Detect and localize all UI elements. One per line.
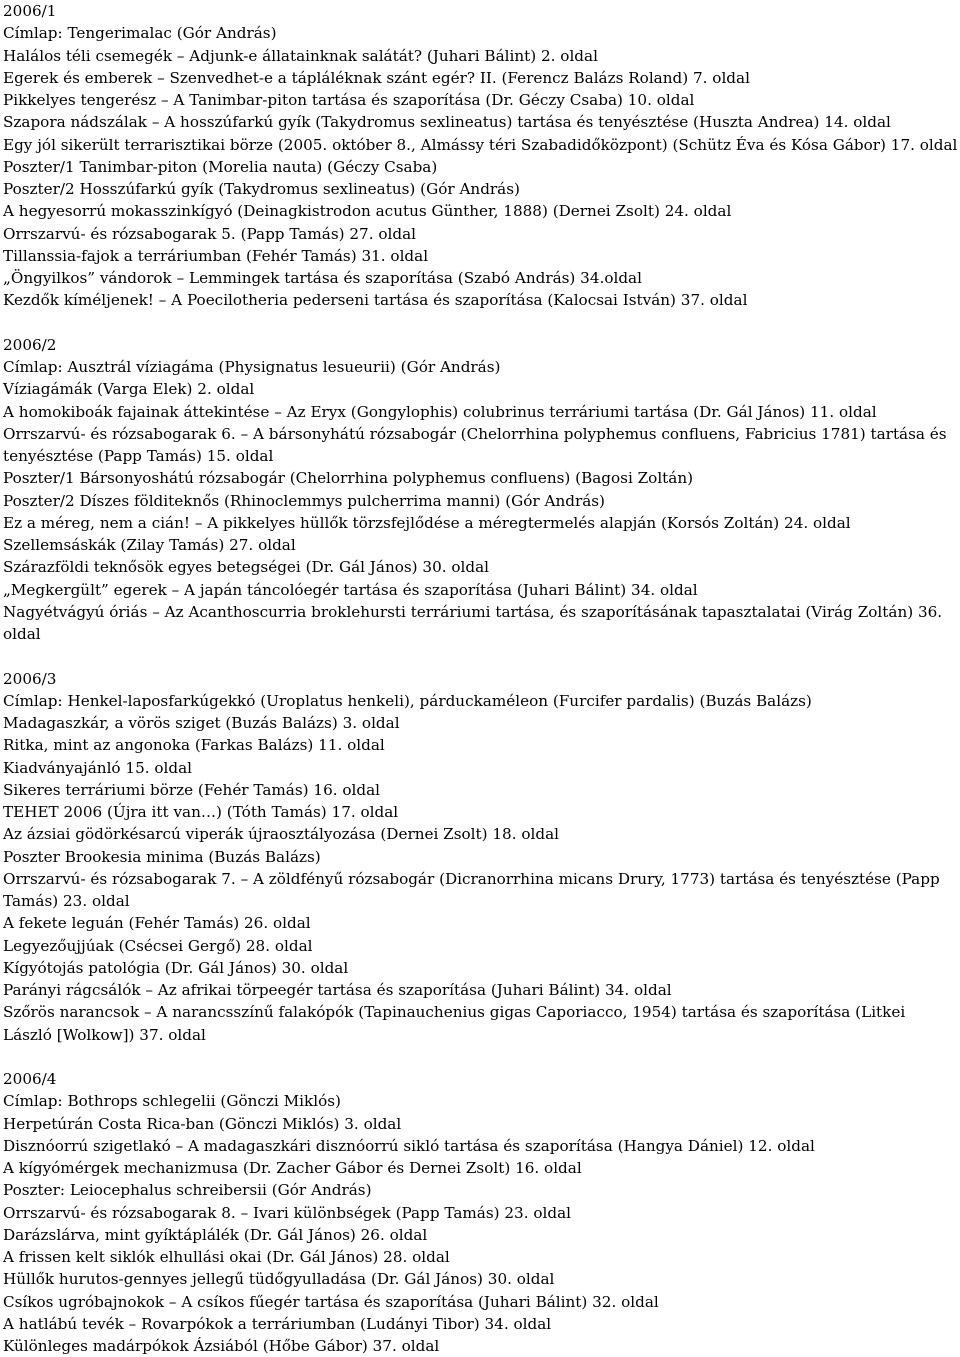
article-entry: Disznóorrú szigetlakó – A madagaszkári disznóorrú sikló tartása és szaporítása (Hangya Dániel) 12. oldal [3,1136,815,1155]
article-entry: Címlap: Tengerimalac (Gór András) [3,24,277,43]
article-entry: Pikkelyes tengerész – A Tanimbar-piton tartása és szaporítása (Dr. Géczy Csaba) 10. oldal [3,91,695,109]
article-entry: A hatlábú tevék – Rovarpókok a terráriumban (Ludányi Tibor) 34. oldal [3,1314,552,1333]
issue-heading: 2006/3 [3,669,57,688]
article-entry: Poszter Brookesia minima (Buzás Balázs) [3,847,321,866]
article-entry: Sikeres terráriumi börze (Fehér Tamás) 16. oldal [3,780,381,799]
article-entry: Csíkos ugróbajnokok – A csíkos fűegér tartása és szaporítása (Juhari Bálint) 32. oldal [3,1292,659,1311]
article-entry: Poszter/1 Tanimbar-piton (Morelia nauta) (Géczy Csaba) [3,157,438,176]
article-entry: Szárazföldi teknősök egyes betegségei (Dr. Gál János) 30. oldal [3,558,490,577]
article-entry: Egy jól sikerült terrarisztikai börze (2005. október 8., Almássy téri Szabadidőközpont) (Schütz Éva és Kósa Gábor) 17. oldal [3,135,958,154]
article-entry: Szellemsáskák (Zilay Tamás) 27. oldal [3,536,296,554]
article-entry: Kezdők kíméljenek! – A Poecilotheria pederseni tartása és szaporítása (Kalocsai István) 37. oldal [3,291,748,310]
article-entry: A fekete leguán (Fehér Tamás) 26. oldal [3,914,311,933]
issue-heading: 2006/2 [3,335,57,354]
article-entry: TEHET 2006 (Újra itt van…) (Tóth Tamás) 17. oldal [3,803,399,821]
article-entry: „Megkergült” egerek – A japán táncolóegér tartása és szaporítása (Juhari Bálint) 34. oldal [3,580,698,599]
article-entry: Címlap: Bothrops schlegelii (Gönczi Miklós) [3,1092,341,1111]
article-entry: Poszter/1 Bársonyoshátú rózsabogár (Chelorrhina polyphemus confluens) (Bagosi Zoltán) [3,469,694,488]
document-body [3,0,958,1357]
article-entry: Orrszarvú- és rózsabogarak 8. – Ivari különbségek (Papp Tamás) 23. oldal [3,1203,571,1222]
article-entry: Nagyétvágyú óriás – Az Acanthoscurria broklehursti terráriumi tartása, és szaporításának tapasztalatai (Virág Zoltán) 36. oldal [3,602,943,643]
article-entry: Orrszarvú- és rózsabogarak 7. – A zöldfényű rózsabogár (Dicranorrhina micans Drury, 1773) tartása és tenyésztése (Papp Tamás) 23. oldal [3,869,940,910]
article-entry: Tillanssia-fajok a terráriumban (Fehér Tamás) 31. oldal [3,246,429,265]
article-entry: Hüllők hurutos-gennyes jellegű tüdőgyulladása (Dr. Gál János) 30. oldal [3,1270,555,1289]
article-entry: Címlap: Henkel-laposfarkúgekkó (Uroplatus henkeli), párduckaméleon (Furcifer pardalis) (Buzás Balázs) [3,691,812,710]
article-entry: A frissen kelt siklók elhullási okai (Dr. Gál János) 28. oldal [3,1248,450,1266]
article-entry: A homokiboák fajainak áttekintése – Az Eryx (Gongylophis) colubrinus terráriumi tartása (Dr. Gál János) 11. oldal [3,402,877,421]
article-entry: A kígyómérgek mechanizmusa (Dr. Zacher Gábor és Dernei Zsolt) 16. oldal [3,1159,582,1177]
article-entry: Legyezőujjúak (Csécsei Gergő) 28. oldal [3,936,313,955]
article-entry: Szapora nádszálak – A hosszúfarkú gyík (Takydromus sexlineatus) tartása és tenyésztése (Huszta Andrea) 14. oldal [3,113,891,132]
article-entry: Szőrös narancsok – A narancsszínű falakópók (Tapinauchenius gigas Caporiacco, 1954) tartása és szaporítása (Litkei László [Wolkow]) 37. oldal [3,1003,906,1044]
article-entry: Az ázsiai gödörkésarcú viperák újraosztályozása (Dernei Zsolt) 18. oldal [3,825,559,844]
issue-section [3,334,958,646]
article-entry: Madagaszkár, a vörös sziget (Buzás Balázs) 3. oldal [3,714,400,732]
article-entry: Víziagámák (Varga Elek) 2. oldal [3,380,255,399]
article-entry: Herpetúrán Costa Rica-ban (Gönczi Miklós) 3. oldal [3,1114,402,1133]
issue-heading: 2006/1 [3,2,57,20]
article-entry: Poszter: Leiocephalus schreibersii (Gór András) [3,1181,372,1200]
article-entry: Kígyótojás patológia (Dr. Gál János) 30. oldal [3,958,349,977]
article-entry: Parányi rágcsálók – Az afrikai törpeegér tartása és szaporítása (Juhari Bálint) 34. oldal [3,981,672,999]
issue-section [3,0,958,312]
article-entry: Poszter/2 Hosszúfarkú gyík (Takydromus sexlineatus) (Gór András) [3,180,520,198]
issue-heading: 2006/4 [3,1070,57,1088]
article-entry: Halálos téli csemegék – Adjunk-e állatainknak salátát? (Juhari Bálint) 2. oldal [3,46,598,65]
article-entry: „Öngyilkos” vándorok – Lemmingek tartása és szaporítása (Szabó András) 34.oldal [3,269,642,287]
article-entry: Címlap: Ausztrál víziagáma (Physignatus lesueurii) (Gór András) [3,358,501,376]
article-entry: A hegyesorrú mokasszinkígyó (Deinagkistrodon acutus Günther, 1888) (Dernei Zsolt) 24. oldal [3,202,732,221]
article-entry: Ez a méreg, nem a cián! – A pikkelyes hüllők törzsfejlődése a méregtermelés alapján (Korsós Zoltán) 24. oldal [3,513,851,532]
article-entry: Kiadványajánló 15. oldal [3,758,193,777]
article-entry: Darázslárva, mint gyíktáplálék (Dr. Gál János) 26. oldal [3,1225,428,1244]
article-entry: Egerek és emberek – Szenvedhet-e a tápláléknak szánt egér? II. (Ferencz Balázs Roland) 7. oldal [3,68,750,87]
article-entry: Poszter/2 Díszes földiteknős (Rhinoclemmys pulcherrima manni) (Gór András) [3,491,605,510]
issue-section [3,668,958,1046]
article-entry: Orrszarvú- és rózsabogarak 5. (Papp Tamás) 27. oldal [3,224,416,243]
article-entry: Különleges madárpókok Ázsiából (Hőbe Gábor) 37. oldal [3,1337,440,1355]
article-entry: Orrszarvú- és rózsabogarak 6. – A bársonyhátú rózsabogár (Chelorrhina polyphemus confluens, Fabricius 1781) tartása és tenyésztése (Papp Tamás) 15. oldal [3,424,947,465]
issue-section [3,1068,958,1357]
article-entry: Ritka, mint az angonoka (Farkas Balázs) 11. oldal [3,736,385,755]
